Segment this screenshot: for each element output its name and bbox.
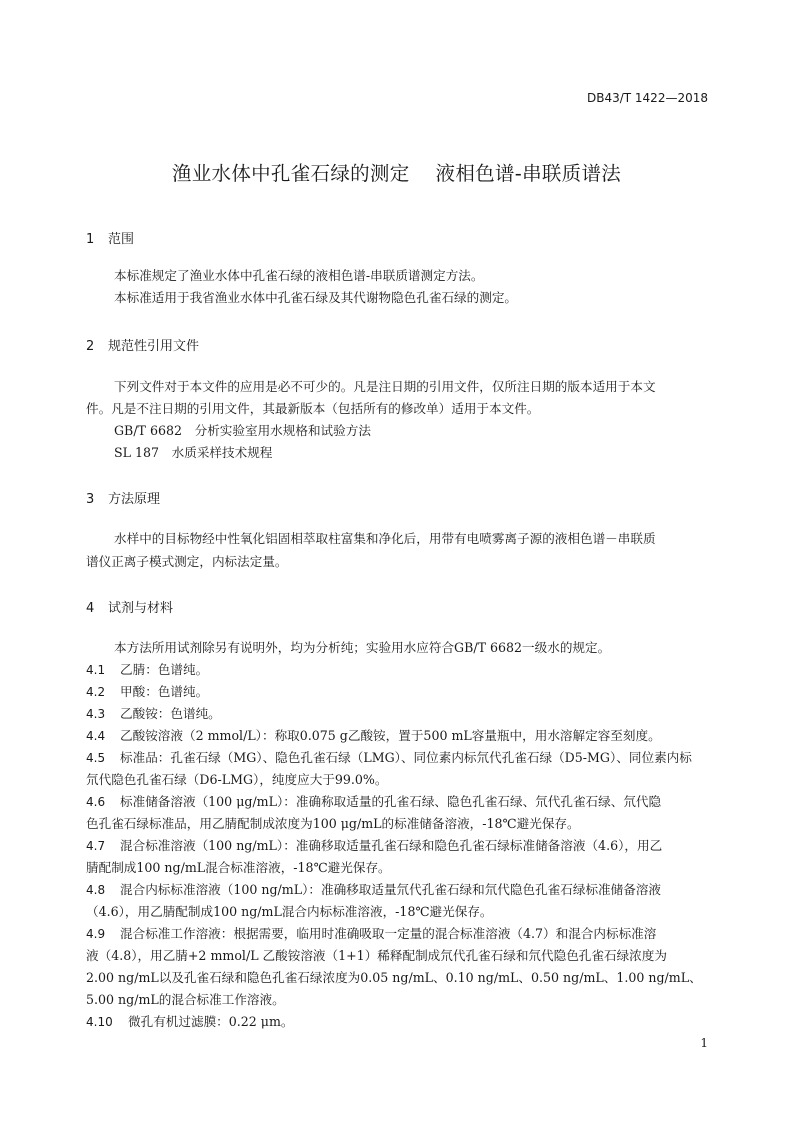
principle-paragraph-line-1: 水样中的目标物经中性氧化铝固相萃取柱富集和净化后，用带有电喷雾离子源的液相色谱－串联质 <box>114 531 656 546</box>
document-title-main: 渔业水体中孔雀石绿的测定 <box>171 162 410 185</box>
reagent-item: 4.3 乙酸铵：色谱纯。 <box>86 706 221 721</box>
item-number: 4.3 <box>86 707 106 721</box>
reagent-item: 4.4 乙酸铵溶液（2 mmol/L）：称取0.075 g乙酸铵，置于500 mL容量瓶中，用水溶解定容至刻度。 <box>86 728 661 743</box>
section-number: 1 <box>86 232 95 247</box>
item-number: 4.4 <box>86 729 106 743</box>
reagent-item-continuation: 色孔雀石绿标准品，用乙腈配制成浓度为100 μg/mL的标准储备溶液，-18℃避光保存。 <box>86 816 580 831</box>
item-number: 4.6 <box>86 795 106 809</box>
reagent-item-continuation: 5.00 ng/mL的混合标准工作溶液。 <box>86 992 285 1007</box>
section-number: 4 <box>86 601 95 616</box>
item-number: 4.7 <box>86 839 106 853</box>
reference-sl-187: SL 187 水质采样技术规程 <box>114 445 273 460</box>
section-title: 试剂与材料 <box>108 601 174 616</box>
reagent-item-continuation: （4.6），用乙腈配制成100 ng/mL混合内标标准溶液，-18℃避光保存。 <box>86 904 493 919</box>
section-title: 规范性引用文件 <box>108 339 200 354</box>
scope-paragraph-2: 本标准适用于我省渔业水体中孔雀石绿及其代谢物隐色孔雀石绿的测定。 <box>114 290 517 305</box>
item-number: 4.5 <box>86 751 106 765</box>
section-title: 范围 <box>108 232 135 247</box>
item-number: 4.1 <box>86 663 106 677</box>
section-heading-reagents <box>86 597 173 616</box>
references-paragraph-line-1: 下列文件对于本文件的应用是必不可少的。凡是注日期的引用文件，仅所注日期的版本适用于本文 <box>114 379 656 394</box>
item-number: 4.8 <box>86 883 106 897</box>
reagents-intro: 本方法所用试剂除另有说明外，均为分析纯；实验用水应符合GB/T 6682一级水的规定。 <box>114 640 611 655</box>
page-number: 1 <box>700 1036 708 1050</box>
scope-paragraph-1: 本标准规定了渔业水体中孔雀石绿的液相色谱-串联质谱测定方法。 <box>114 268 484 283</box>
references-paragraph-line-2: 件。凡是不注日期的引用文件，其最新版本（包括所有的修改单）适用于本文件。 <box>86 401 540 416</box>
document-title <box>0 158 793 186</box>
standard-number: DB43/T 1422—2018 <box>586 91 708 105</box>
reagent-item-continuation: 氘代隐色孔雀石绿（D6-LMG），纯度应大于99.0%。 <box>86 772 388 787</box>
reagent-item: 4.8 混合内标标准溶液（100 ng/mL）：准确移取适量氘代孔雀石绿和氘代隐色孔雀石绿标准储备溶液 <box>86 882 662 897</box>
reagent-item: 4.1 乙腈：色谱纯。 <box>86 662 209 677</box>
item-number: 4.9 <box>86 927 106 941</box>
section-heading-references <box>86 335 199 354</box>
principle-paragraph-line-2: 谱仪正离子模式测定，内标法定量。 <box>86 554 288 569</box>
section-title: 方法原理 <box>108 492 161 507</box>
item-number: 4.2 <box>86 685 106 699</box>
section-heading-scope <box>86 228 134 247</box>
reference-gbt-6682: GB/T 6682 分析实验室用水规格和试验方法 <box>114 423 371 438</box>
reagent-item-continuation: 液（4.8），用乙腈+2 mmol/L 乙酸铵溶液（1+1）稀释配制成氘代孔雀石绿和氘代隐色孔雀石绿浓度为 <box>86 948 667 963</box>
document-title-method: 液相色谱-串联质谱法 <box>435 162 622 185</box>
reagent-item: 4.10 微孔有机过滤膜：0.22 μm。 <box>86 1014 294 1029</box>
reagent-item-continuation: 2.00 ng/mL以及孔雀石绿和隐色孔雀石绿浓度为0.05 ng/mL、0.10 ng/mL、0.50 ng/mL、1.00 ng/mL、 <box>86 970 702 985</box>
reagent-item: 4.2 甲酸：色谱纯。 <box>86 684 209 699</box>
section-heading-principle <box>86 488 160 507</box>
section-number: 2 <box>86 339 95 354</box>
item-number: 4.10 <box>86 1015 113 1029</box>
reagent-item: 4.6 标准储备溶液（100 μg/mL）：准确称取适量的孔雀石绿、隐色孔雀石绿、氘代孔雀石绿、氘代隐 <box>86 794 662 809</box>
reagent-item: 4.7 混合标准溶液（100 ng/mL）：准确移取适量孔雀石绿和隐色孔雀石绿标准储备溶液（4.6），用乙 <box>86 838 663 853</box>
reagent-item: 4.5 标准品：孔雀石绿（MG）、隐色孔雀石绿（LMG）、同位素内标氘代孔雀石绿（D5-MG）、同位素内标 <box>86 750 692 765</box>
reagent-item: 4.9 混合标准工作溶液：根据需要，临用时准确吸取一定量的混合标准溶液（4.7）和混合内标标准溶 <box>86 926 657 941</box>
reagent-item-continuation: 腈配制成100 ng/mL混合标准溶液，-18℃避光保存。 <box>86 860 391 875</box>
section-number: 3 <box>86 492 95 507</box>
